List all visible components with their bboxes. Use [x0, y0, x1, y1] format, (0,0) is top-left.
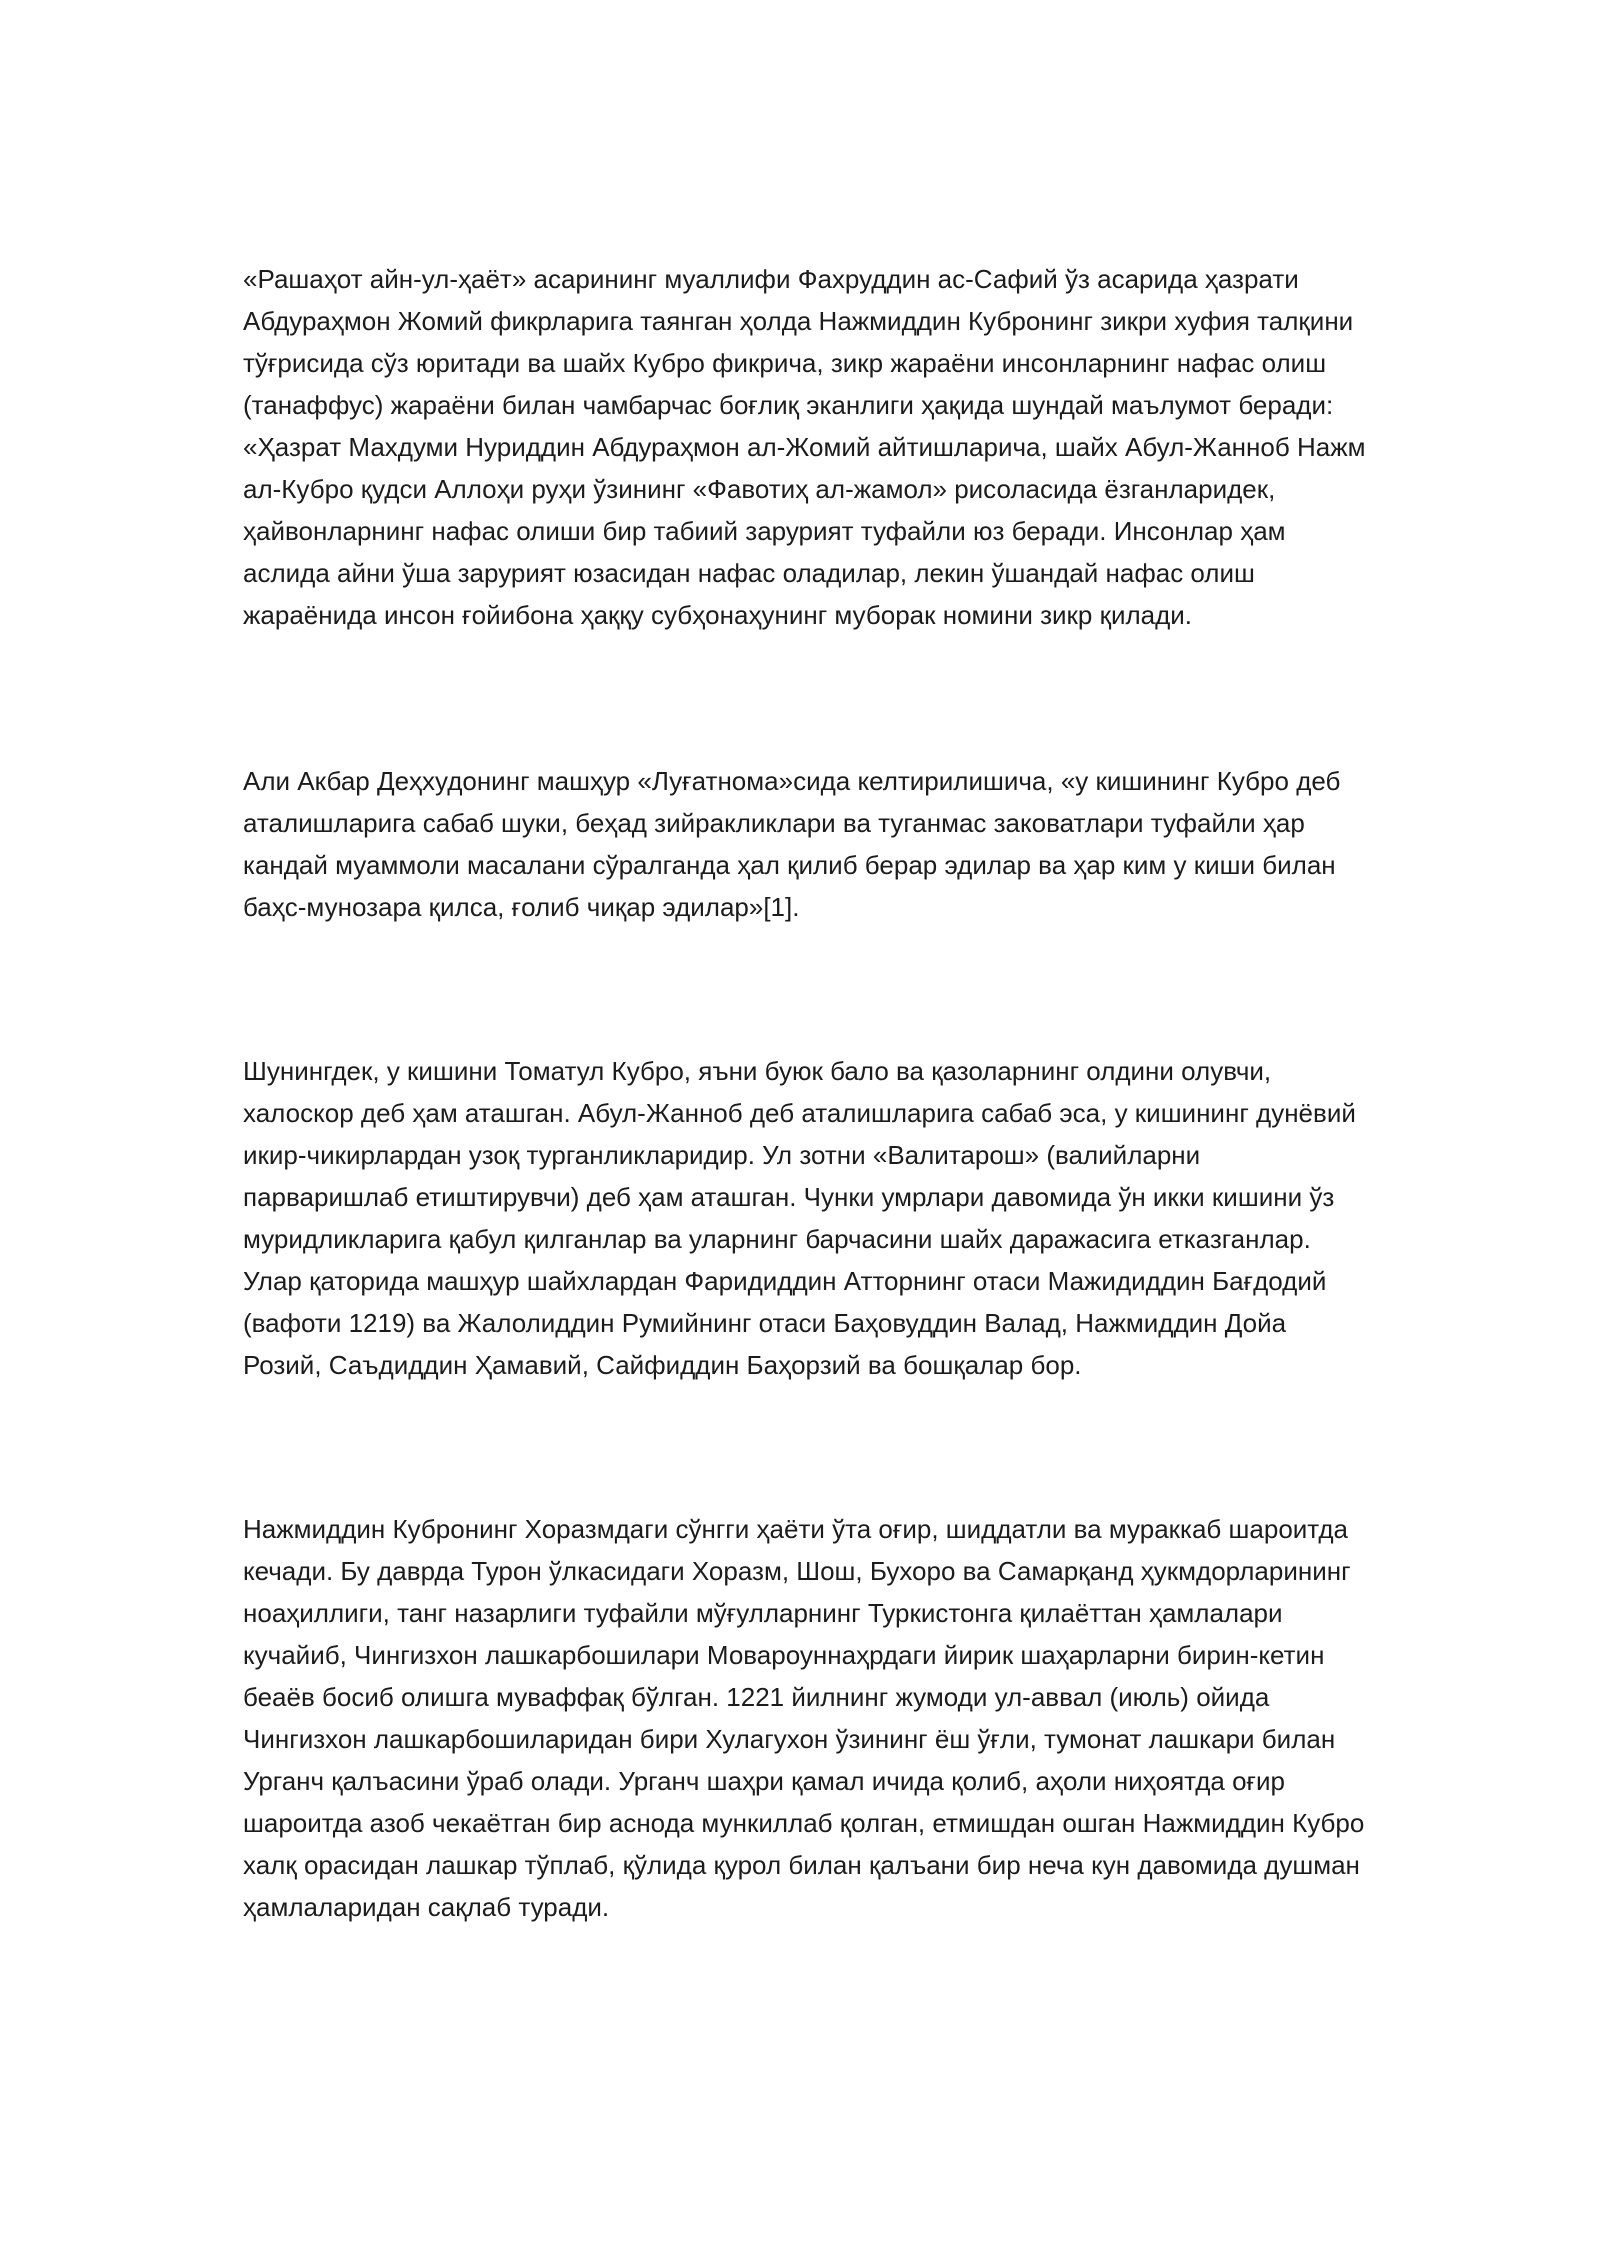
paragraph-lughatnoma: Али Акбар Деҳхудонинг машҳур «Луғатнома»сида келтирилишича, «у кишининг Кубро деб аталишларига сабаб шуки, беҳад зийракликлари ва туганмас заковатлари туфайли ҳар кандай муаммоли масалани сўралганда ҳал қилиб берар эдилар ва ҳар ким у киши билан баҳс-мунозара қилса, ғолиб чиқар эдилар»[1]. — [243, 766, 1341, 922]
paragraph-tomatul-kubro: Шунингдек, у кишини Томатул Кубро, яъни буюк бало ва қазоларнинг олдини олувчи, халоскор деб ҳам аташган. Абул-Жанноб деб аталишларига сабаб эса, у кишининг дунёвий икир-чикирлардан узоқ турганликларидир. Ул зотни «Валитарош» (валийларни парваришлаб етиштирувчи) деб ҳам аташган. Чунки умрлари давомида ўн икки кишини ўз муридликларига қабул қилганлар ва уларнинг барчасини шайх даражасига етказганлар. Улар қаторида машҳур шайхлардан Фаридиддин Атторнинг отаси Мажидиддин Бағдодий (вафоти 1219) ва Жалолиддин Румийнинг отаси Баҳовуддин Валад, Нажмиддин Дойа Розий, Саъдиддин Ҳамавий, Сайфиддин Баҳорзий ва бошқалар бор. — [243, 1056, 1356, 1380]
paragraph-khorezm-life: Нажмиддин Кубронинг Хоразмдаги сўнгги ҳаёти ўта оғир, шиддатли ва мураккаб шароитда кечади. Бу даврда Турон ўлкасидаги Хоразм, Шош, Бухоро ва Самарқанд ҳукмдорларининг ноаҳиллиги, танг назарлиги туфайли мўғулларнинг Туркистонга қилаёттан ҳамлалари кучайиб, Чингизхон лашкарбошилари Мовароуннаҳрдаги йирик шаҳарларни бирин-кетин беаёв босиб олишга муваффақ бўлган. 1221 йилнинг жумоди ул-аввал (июль) ойида Чингизхон лашкарбошиларидан бири Хулагухон ўзининг ёш ўғли, тумонат лашкари билан Урганч қалъасини ўраб олади. Урганч шаҳри қамал ичида қолиб, аҳоли ниҳоятда оғир шароитда азоб чекаётган бир аснода мункиллаб қолган, етмишдан ошган Нажмиддин Кубро халқ орасидан лашкар тўплаб, қўлида қурол билан қалъани бир неча кун давомида душман ҳамлаларидан сақлаб туради. — [243, 1514, 1365, 1922]
paragraph-rashahot: «Рашаҳот айн-ул-ҳаёт» асарининг муаллифи Фахруддин ас-Сафий ўз асарида ҳазрати Абдураҳмон Жомий фикрларига таянган ҳолда Нажмиддин Кубронинг зикри хуфия талқини тўғрисида сўз юритади ва шайх Кубро фикрича, зикр жараёни инсонларнинг нафас олиш (танаффус) жараёни билан чамбарчас боғлиқ эканлиги ҳақида шундай маълумот беради: «Ҳазрат Махдуми Нуриддин Абдураҳмон ал-Жомий айтишларича, шайх Абул-Жанноб Нажм ал-Кубро қудси Аллоҳи руҳи ўзининг «Фавотиҳ ал-жамол» рисоласида ёзганларидек, ҳайвонларнинг нафас олиши бир табиий зарурият туфайли юз беради. Инсонлар ҳам аслида айни ўша зарурият юзасидан нафас оладилар, лекин ўшандай нафас олиш жараёнида инсон ғойибона ҳаққу субҳонаҳунинг муборак номини зикр қилади. — [243, 264, 1366, 630]
document-body — [243, 258, 1368, 1928]
